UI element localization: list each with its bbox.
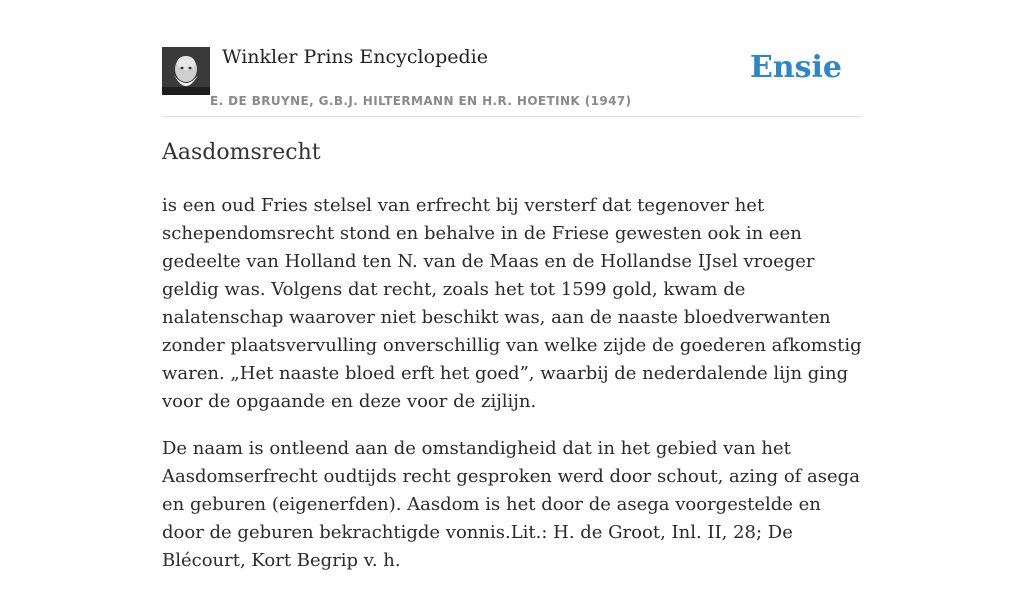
article-paragraph: De naam is ontleend aan de omstandigheid dat in het gebied van het Aasdomserfrecht oudtijds recht gesproken werd door schout, azing of asega en geburen (eigenerfden). Aasdom is het door de asega voorgestelde en door de geburen bekrachtigde vonnis.Lit.: H. de Groot, Inl. II, 28; De Blécourt, Kort Begrip v. h. bbox=[162, 438, 860, 571]
source-title[interactable]: Winkler Prins Encyclopedie bbox=[222, 46, 488, 68]
source-authors: E. DE BRUYNE, G.B.J. HILTERMANN EN H.R. HOETINK (1947) bbox=[210, 94, 632, 108]
source-header bbox=[162, 44, 862, 117]
article-title: Aasdomsrecht bbox=[162, 140, 321, 165]
article-paragraph: is een oud Fries stelsel van erfrecht bij versterf dat tegenover het schependomsrecht stond en behalve in de Friese gewesten ook in een gedeelte van Holland ten N. van de Maas en de Hollandse IJsel vroeger geldig was. Volgens dat recht, zoals het tot 1599 gold, kwam de nalatenschap waarover niet beschikt was, aan de naaste bloedverwanten zonder plaatsvervulling onverschillig van welke zijde de goederen afkomstig waren. „Het naaste bloed erft het goed”, waarbij de nederdalende lijn ging voor de opgaande en deze voor de zijlijn. bbox=[162, 195, 862, 412]
author-portrait-icon bbox=[162, 47, 210, 95]
article-body bbox=[162, 192, 862, 594]
brand-logo[interactable]: Ensie bbox=[749, 50, 842, 85]
avatar[interactable] bbox=[162, 47, 210, 95]
